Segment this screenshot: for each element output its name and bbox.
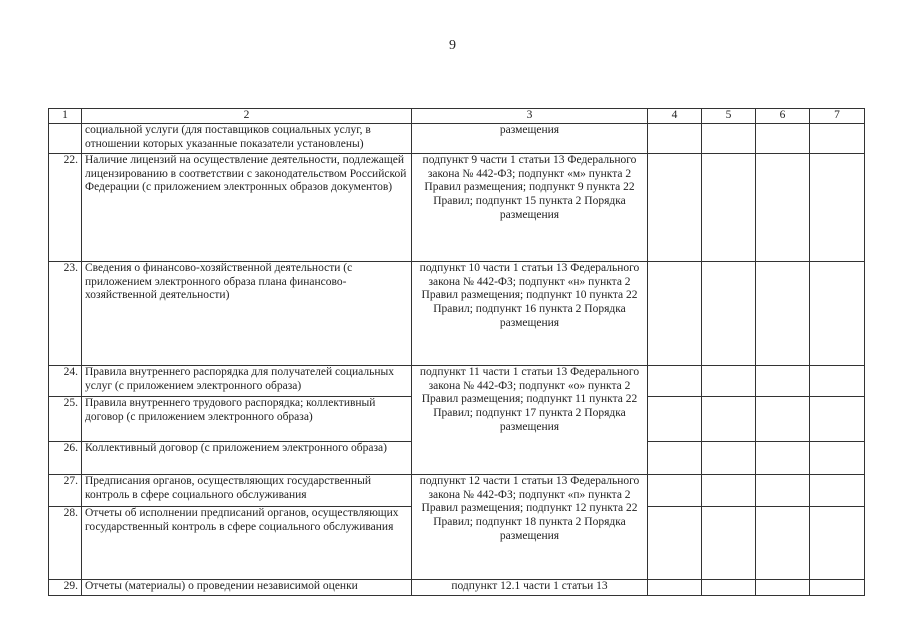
cell-col-4 (648, 475, 702, 507)
cell-col-7 (810, 507, 865, 580)
row-description: Правила внутреннего распорядка для получателей социальных услуг (с приложением электронного образа) (82, 366, 412, 397)
row-number: 28. (49, 507, 82, 580)
cell-col-6 (756, 366, 810, 397)
cell-col-6 (756, 580, 810, 596)
cell-col-7 (810, 580, 865, 596)
row-number: 23. (49, 262, 82, 366)
row-description: Правила внутреннего трудового распорядка; коллективный договор (с приложением электронного образа) (82, 397, 412, 442)
row-description: Предписания органов, осуществляющих государственный контроль в сфере социального обслуживания (82, 475, 412, 507)
header-col-2: 2 (82, 109, 412, 124)
row-reference: подпункт 11 части 1 статьи 13 Федерального закона № 442-ФЗ; подпункт «о» пункта 2 Правил размещения; подпункт 11 пункта 22 Правил; подпункт 17 пункта 2 Порядка размещения (412, 366, 648, 475)
cell-col-5 (702, 397, 756, 442)
table-row (49, 475, 865, 507)
table-row (49, 154, 865, 262)
cell-col-4 (648, 507, 702, 580)
cell-col-5 (702, 366, 756, 397)
row-number: 29. (49, 580, 82, 596)
cell-col-6 (756, 154, 810, 262)
row-number: 25. (49, 397, 82, 442)
row-number: 26. (49, 442, 82, 475)
table-row (49, 262, 865, 366)
cell-col-6 (756, 442, 810, 475)
row-description: Отчеты (материалы) о проведении независимой оценки (82, 580, 412, 596)
cell-col-5 (702, 124, 756, 154)
table-row-continuation (49, 124, 865, 154)
table-row (49, 580, 865, 596)
cell-col-4 (648, 442, 702, 475)
cell-col-7 (810, 442, 865, 475)
cell-col-5 (702, 154, 756, 262)
row-number: 24. (49, 366, 82, 397)
cell-col-7 (810, 154, 865, 262)
row-reference: подпункт 12 части 1 статьи 13 Федерального закона № 442-ФЗ; подпункт «п» пункта 2 Правил размещения; подпункт 12 пункта 22 Правил; подпункт 18 пункта 2 Порядка размещения (412, 475, 648, 580)
cell-col-6 (756, 124, 810, 154)
row-reference: подпункт 12.1 части 1 статьи 13 (412, 580, 648, 596)
row-description: Отчеты об исполнении предписаний органов, осуществляющих государственный контроль в сфере социального обслуживания (82, 507, 412, 580)
header-col-3: 3 (412, 109, 648, 124)
header-col-4: 4 (648, 109, 702, 124)
cell-col-4 (648, 366, 702, 397)
cell-col-7 (810, 124, 865, 154)
header-col-5: 5 (702, 109, 756, 124)
row-description: Коллективный договор (с приложением электронного образа) (82, 442, 412, 475)
cell-col-6 (756, 262, 810, 366)
row-reference: подпункт 10 части 1 статьи 13 Федерального закона № 442-ФЗ; подпункт «н» пункта 2 Правил размещения; подпункт 10 пункта 22 Правил; подпункт 16 пункта 2 Порядка размещения (412, 262, 648, 366)
cell-col-6 (756, 507, 810, 580)
header-row (49, 109, 865, 124)
cell-col-7 (810, 366, 865, 397)
cell-col-7 (810, 475, 865, 507)
cell-col-4 (648, 124, 702, 154)
cell-col-6 (756, 475, 810, 507)
row-reference: размещения (412, 124, 648, 154)
cell-col-4 (648, 262, 702, 366)
cell-col-5 (702, 580, 756, 596)
cell-col-4 (648, 397, 702, 442)
requirements-table (48, 108, 865, 596)
cell-col-6 (756, 397, 810, 442)
page-number: 9 (449, 38, 456, 53)
row-description: Наличие лицензий на осуществление деятельности, подлежащей лицензированию в соответствии с законодательством Российской Федерации (с приложением электронных образов документов) (82, 154, 412, 262)
header-col-6: 6 (756, 109, 810, 124)
cell-col-5 (702, 262, 756, 366)
cell-col-5 (702, 507, 756, 580)
cell-col-7 (810, 397, 865, 442)
row-description: Сведения о финансово-хозяйственной деятельности (с приложением электронного образа плана финансово-хозяйственной деятельности) (82, 262, 412, 366)
table-row (49, 366, 865, 397)
cell-col-5 (702, 475, 756, 507)
cell-col-7 (810, 262, 865, 366)
header-col-7: 7 (810, 109, 865, 124)
row-number: 22. (49, 154, 82, 262)
row-number: 27. (49, 475, 82, 507)
cell-col-5 (702, 442, 756, 475)
row-description: социальной услуги (для поставщиков социальных услуг, в отношении которых указанные показатели установлены) (82, 124, 412, 154)
cell-col-4 (648, 154, 702, 262)
row-reference: подпункт 9 части 1 статьи 13 Федерального закона № 442-ФЗ; подпункт «м» пункта 2 Правил размещения; подпункт 9 пункта 22 Правил; подпункт 15 пункта 2 Порядка размещения (412, 154, 648, 262)
row-number (49, 124, 82, 154)
header-col-1: 1 (49, 109, 82, 124)
cell-col-4 (648, 580, 702, 596)
